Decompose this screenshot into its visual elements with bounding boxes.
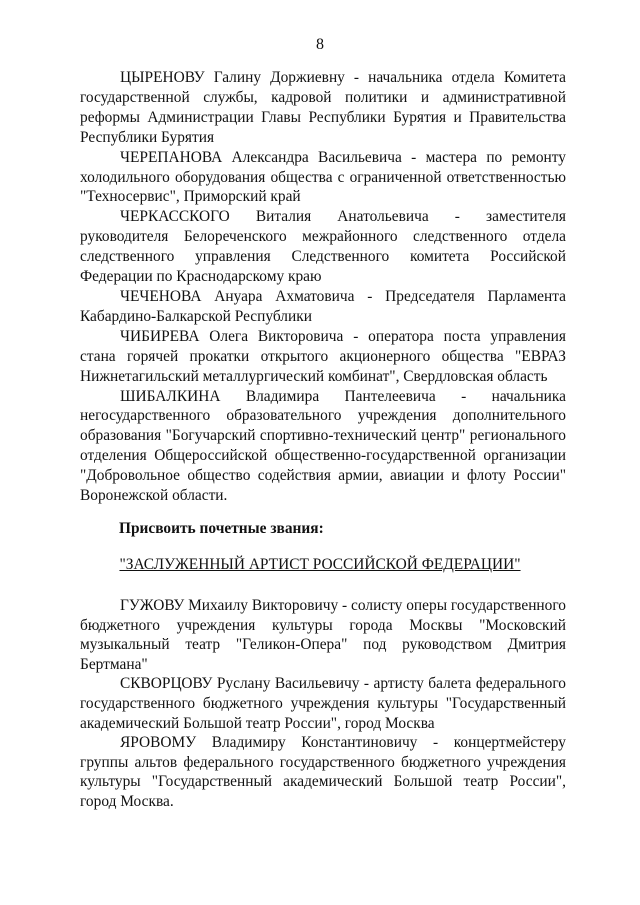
award-entry: ЦЫРЕНОВУ Галину Доржиевну - начальника отдела Комитета государственной службы, кадровой политики и административной реформы Администрации Главы Республики Бурятия и Правительства Республики Бурятия bbox=[80, 69, 566, 146]
recipient-entry: СКВОРЦОВУ Руслану Васильевичу - артисту балета федерального государственного бюджетного учреждения культуры "Государственный академический Большой театр России", город Москва bbox=[80, 675, 566, 732]
section-heading: Присвоить почетные звания: bbox=[119, 520, 324, 537]
page-number: 8 bbox=[316, 36, 324, 53]
recipient-entry: ЯРОВОМУ Владимиру Константиновичу - концертмейстеру группы альтов федерального государственного бюджетного учреждения культуры "Государственный академический Большой театр России", город Москва. bbox=[80, 734, 566, 810]
award-entry: ЧЕЧЕНОВА Ануара Ахматовича - Председателя Парламента Кабардино-Балкарской Республики bbox=[80, 287, 566, 325]
honorary-title-recipients bbox=[80, 596, 566, 812]
recipient-entry: ГУЖОВУ Михаилу Викторовичу - солисту оперы государственного бюджетного учреждения культуры города Москвы "Московский музыкальный театр "Геликон-Опера" под руководством Дмитрия Бертмана" bbox=[80, 597, 566, 673]
honorary-title bbox=[0, 556, 640, 574]
honorary-title-text: "ЗАСЛУЖЕННЫЙ АРТИСТ РОССИЙСКОЙ ФЕДЕРАЦИИ" bbox=[119, 556, 521, 573]
award-entry: ЧИБИРЕВА Олега Викторовича - оператора поста управления стана горячей прокатки открытого акционерного общества "ЕВРАЗ Нижнетагильский металлургический комбинат", Свердловская область bbox=[80, 327, 566, 385]
award-list-section bbox=[80, 68, 566, 506]
award-entry: ШИБАЛКИНА Владимира Пантелеевича - начальника негосударственного образовательного учреждения дополнительного образования "Богучарский спортивно-технический центр" регионального отделения Общероссийской общественно-государственной организации "Добровольное общество содействия армии, авиации и флоту России" Воронежской области. bbox=[80, 387, 566, 505]
award-entry: ЧЕРЕПАНОВА Александра Васильевича - мастера по ремонту холодильного оборудования общества с ограниченной ответственностью "Техносервис", Приморский край bbox=[80, 148, 566, 206]
award-entry: ЧЕРКАССКОГО Виталия Анатольевича - заместителя руководителя Белореченского межрайонного следственного отдела следственного управления Следственного комитета Российской Федерации по Краснодарскому краю bbox=[80, 208, 566, 286]
